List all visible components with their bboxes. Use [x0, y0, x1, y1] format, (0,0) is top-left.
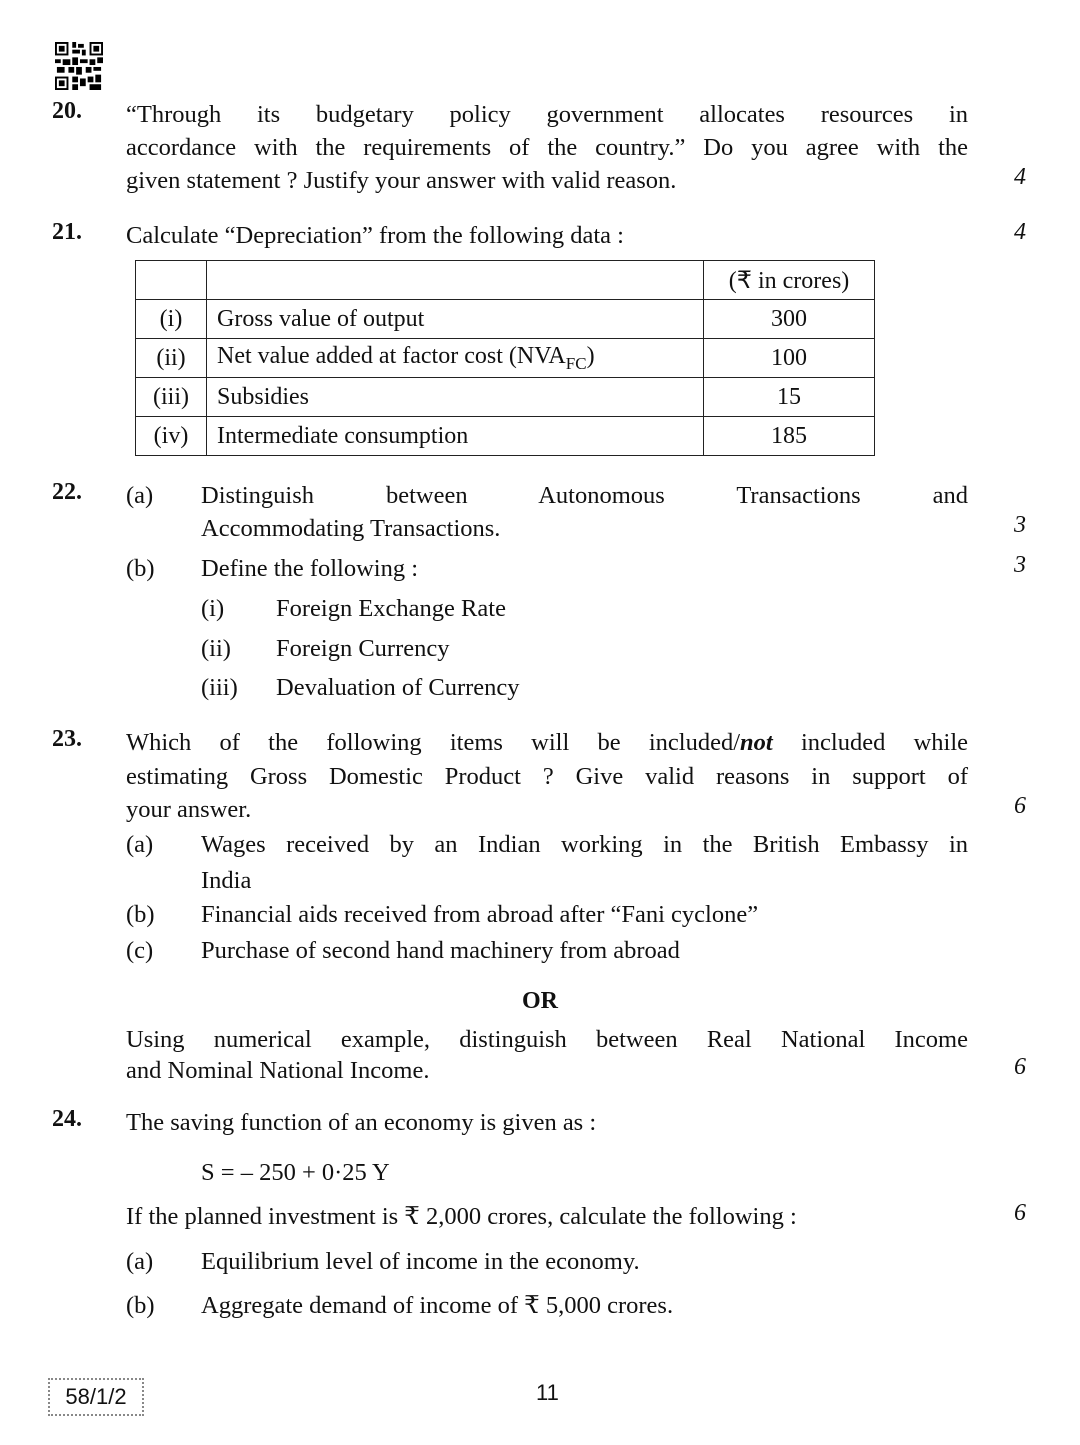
sub-item-label: (iii)	[201, 674, 238, 701]
table-row: (i) Gross value of output 300	[136, 300, 875, 339]
part-label: (b)	[126, 901, 155, 928]
part-label: (a)	[126, 831, 154, 858]
question-text-line: Using numerical example, distinguish between Real National Income	[126, 1026, 968, 1053]
part-label: (b)	[126, 1292, 155, 1319]
marks-label: 4	[1014, 219, 1026, 245]
table-row: (iv) Intermediate consumption 185	[136, 417, 875, 456]
sub-item-label: (ii)	[201, 635, 231, 662]
table-row: (iii) Subsidies 15	[136, 378, 875, 417]
question-text-line: estimating Gross Domestic Product ? Give valid reasons in support of	[126, 763, 968, 790]
question-number: 23.	[52, 726, 82, 752]
question-text-line: your answer.	[126, 796, 252, 823]
question-text-line: Distinguish between Autonomous Transactions and	[201, 482, 968, 509]
data-table	[135, 260, 875, 456]
sub-item-text: Devaluation of Currency	[276, 674, 520, 701]
unit-header: (₹ in crores)	[704, 261, 875, 300]
paper-code: 58/1/2	[48, 1378, 144, 1416]
marks-label: 6	[1014, 1200, 1026, 1226]
question-text-line: given statement ? Justify your answer with valid reason.	[126, 167, 677, 194]
or-separator: OR	[522, 988, 558, 1014]
part-text-line: Wages received by an Indian working in the British Embassy in	[201, 831, 968, 858]
part-text-line: Purchase of second hand machinery from abroad	[201, 937, 680, 964]
part-text-line: Financial aids received from abroad after “Fani cyclone”	[201, 901, 759, 928]
marks-label: 6	[1014, 1054, 1026, 1080]
question-number: 24.	[52, 1106, 82, 1132]
question-text: The saving function of an economy is given as :	[126, 1109, 597, 1136]
marks-label: 4	[1014, 164, 1026, 190]
table-header-row	[136, 261, 875, 300]
equation: S = – 250 + 0·25 Y	[201, 1159, 390, 1186]
question-text: Define the following :	[201, 555, 419, 582]
page-number: 11	[536, 1380, 559, 1405]
table-row: (ii) Net value added at factor cost $(NVA_{FC})$ 100	[136, 339, 875, 378]
sub-item-text: Foreign Exchange Rate	[276, 595, 506, 622]
part-label: (b)	[126, 555, 155, 582]
question-text: If the planned investment is ₹ 2,000 crores, calculate the following :	[126, 1203, 797, 1230]
question-text: Calculate “Depreciation” from the following data :	[126, 222, 624, 249]
sub-item-text: Foreign Currency	[276, 635, 450, 662]
question-number: 20.	[52, 98, 82, 124]
question-text-line: Accommodating Transactions.	[201, 515, 501, 542]
marks-label: 3	[1014, 512, 1026, 538]
part-label: (a)	[126, 482, 154, 509]
question-text-line: accordance with the requirements of the country.” Do you agree with the	[126, 134, 968, 161]
question-text-line: and Nominal National Income.	[126, 1057, 430, 1084]
part-label: (c)	[126, 937, 154, 964]
emphasis-not: not	[740, 729, 773, 756]
question-number: 21.	[52, 219, 82, 245]
marks-label: 6	[1014, 793, 1026, 819]
sub-item-label: (i)	[201, 595, 225, 622]
qr-code-icon	[54, 42, 104, 90]
part-text: Aggregate demand of income of ₹ 5,000 crores.	[201, 1292, 674, 1319]
question-text-line: “Through its budgetary policy government allocates resources in	[126, 101, 968, 128]
part-label: (a)	[126, 1248, 154, 1275]
question-number: 22.	[52, 479, 82, 505]
question-text-line: Which of the following items will be included/not included while	[126, 729, 968, 756]
part-text: Equilibrium level of income in the economy.	[201, 1248, 640, 1275]
part-text-line: India	[201, 867, 252, 894]
marks-label: 3	[1014, 552, 1026, 578]
